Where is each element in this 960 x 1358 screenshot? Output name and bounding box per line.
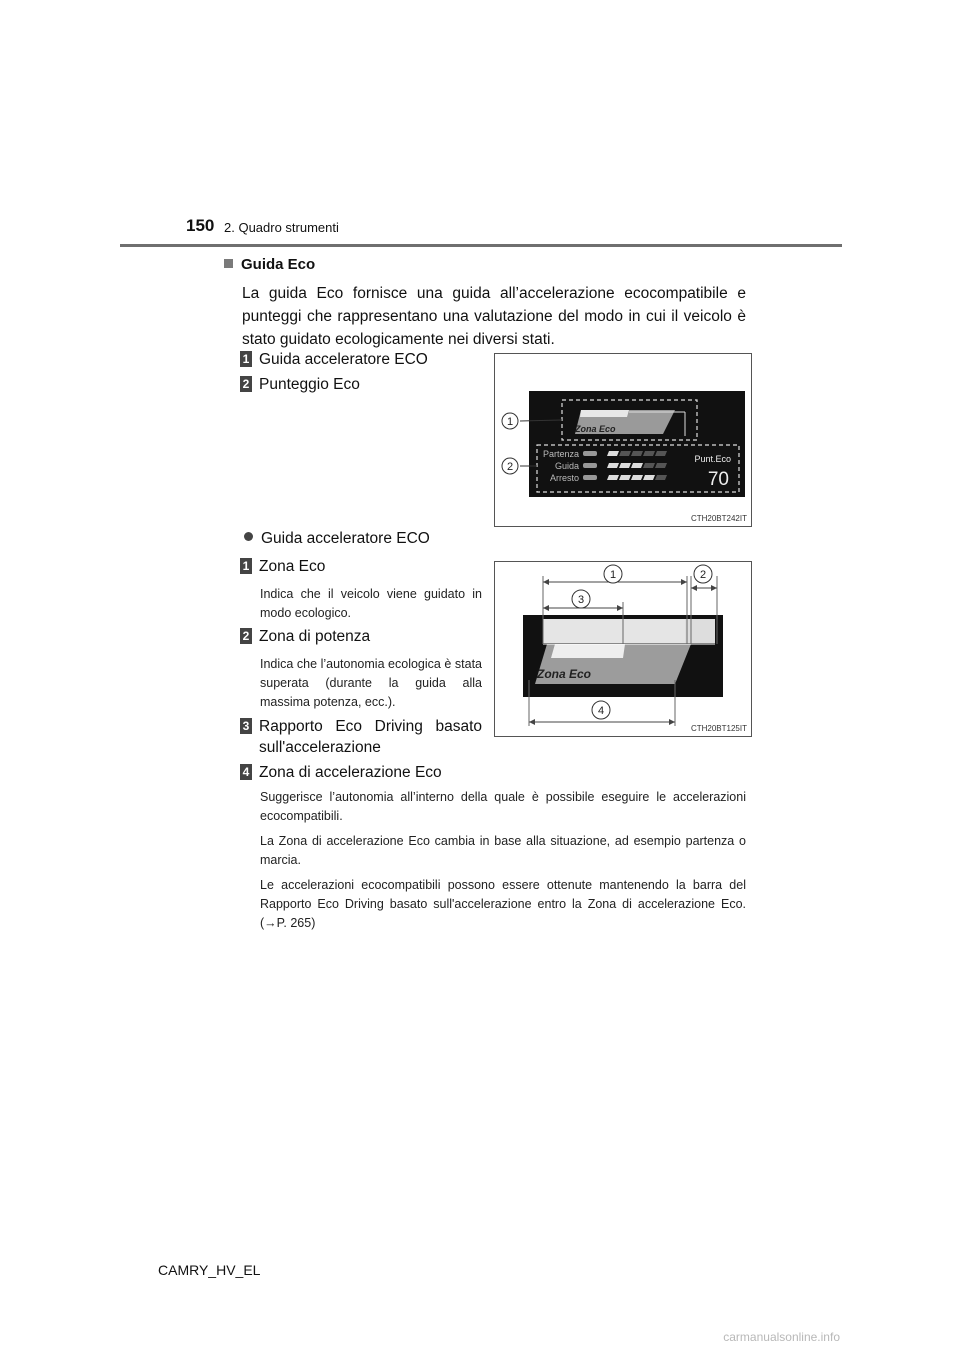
callout-number-icon: 2: [240, 628, 252, 644]
list-item-label: Zona Eco: [259, 558, 326, 575]
page-number: 150: [186, 216, 215, 235]
bullet-dot-icon: [244, 532, 253, 541]
callout-2: 2: [699, 569, 707, 581]
list2-item-1: [240, 558, 325, 576]
list-item-label: Zona di potenza: [259, 628, 371, 645]
callout-number-icon: 3: [240, 718, 252, 734]
bullet-heading: [244, 530, 430, 548]
callout-4: 4: [597, 705, 605, 717]
callout-number-icon: 2: [240, 376, 252, 392]
list-item-label: Zona di accelerazione Eco: [259, 764, 442, 781]
list1-item-1: [240, 351, 428, 369]
callout-2: 2: [506, 461, 514, 473]
row-label-drive: Guida: [554, 461, 579, 471]
section-title-text: Guida Eco: [241, 256, 316, 273]
square-bullet-icon: [224, 259, 233, 268]
callout-number-icon: 1: [240, 351, 252, 367]
figure-code: CTH20BT242IT: [690, 514, 747, 523]
list2-item-4: [240, 764, 442, 782]
list1-item-2: [240, 376, 360, 394]
header-rule: [120, 244, 842, 247]
list-item-label: Punteggio Eco: [259, 376, 360, 393]
note-3: Le accelerazioni ecocompatibili possono essere ottenute mantenendo la barra del Rapporto Eco Driving basato sull'accelerazione entro la Zona di accelerazione Eco. (→P. 265): [260, 878, 746, 930]
row-label-stop: Arresto: [549, 473, 579, 483]
model-code: CAMRY_HV_EL: [158, 1262, 261, 1278]
figure-eco-guide-display: [494, 353, 752, 527]
watermark: carmanualsonline.info: [723, 1330, 840, 1344]
section-title: [224, 256, 315, 273]
list2-item-2-desc: Indica che l’autonomia ecologica è stata superata (durante la guida alla massima potenza, ecc.).: [260, 657, 482, 709]
score-label: Punt.Eco: [694, 454, 731, 464]
zone-eco-label: Zona Eco: [575, 424, 616, 434]
list-item-label: Rapporto Eco Driving basato sull'accelerazione: [259, 718, 482, 756]
list-item-label: Guida acceleratore ECO: [259, 351, 428, 368]
figure-eco-zones: [494, 561, 752, 737]
score-value: 70: [707, 469, 729, 490]
note-2: La Zona di accelerazione Eco cambia in base alla situazione, ad esempio partenza o marcia.: [260, 834, 746, 867]
callout-3: 3: [577, 594, 585, 606]
intro-paragraph: La guida Eco fornisce una guida all’accelerazione ecocompatibile e punteggi che rappresentano una valutazione del modo in cui il veicolo è stato guidato ecologicamente nei diversi stati.: [242, 285, 746, 348]
callout-number-icon: 4: [240, 764, 252, 780]
row-label-start: Partenza: [542, 449, 579, 459]
list2-item-1-desc: Indica che il veicolo viene guidato in modo ecologico.: [260, 587, 482, 620]
list2-item-3: [240, 716, 482, 758]
callout-1: 1: [506, 416, 514, 428]
note-1: Suggerisce l’autonomia all’interno della quale è possibile eseguire le accelerazioni ecocompatibili.: [260, 790, 746, 823]
callout-number-icon: 1: [240, 558, 252, 574]
figure-1-illustration: [495, 354, 751, 526]
chapter-title: 2. Quadro strumenti: [224, 220, 339, 235]
list2-item-2: [240, 628, 370, 646]
callout-1: 1: [609, 569, 617, 581]
bullet-heading-text: Guida acceleratore ECO: [261, 530, 430, 547]
zone-eco-label: Zona Eco: [537, 667, 592, 681]
figure-code: CTH20BT125IT: [690, 724, 747, 733]
figure-2-illustration: [495, 562, 751, 736]
